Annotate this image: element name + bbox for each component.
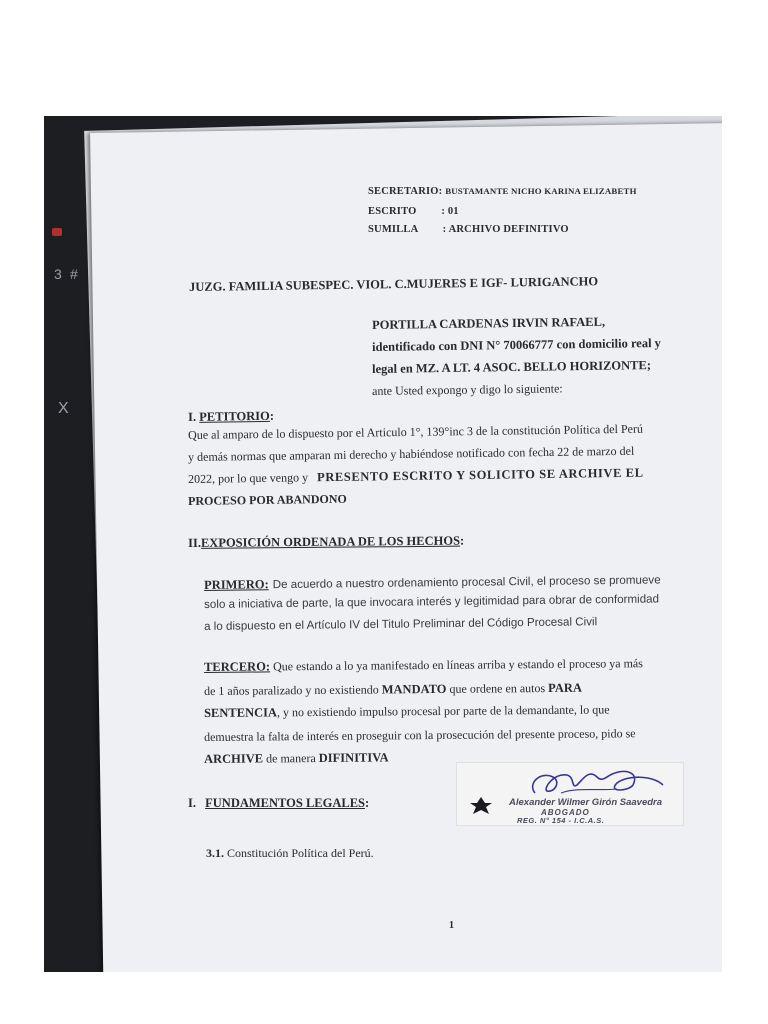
primero-line: solo a iniciativa de parte, la que invocara interés y legitimidad para obrar de conformidad: [204, 592, 660, 611]
fundamentos-heading: [188, 796, 369, 811]
petitorio-heading: [188, 409, 274, 425]
tercero-archive: ARCHIVE: [204, 751, 264, 766]
tercero-line: [204, 750, 389, 767]
background-glyph: 3: [54, 266, 62, 282]
tercero-para: PARA: [548, 680, 582, 695]
party-statement: ante Usted expongo y digo lo siguiente:: [372, 381, 563, 398]
tercero-difinitiva: DIFINITIVA: [318, 750, 389, 765]
sumilla-line: [368, 224, 569, 235]
background-mark: [52, 228, 62, 236]
exposicion-title: EXPOSICIÓN ORDENADA DE LOS HECHOS: [200, 533, 461, 550]
fundamentos-item-number: 3.1.: [206, 846, 224, 860]
tercero-text: Que estando a lo ya manifestado en líneas arriba y estando el proceso ya más: [272, 656, 643, 674]
escrito-value: : 01: [441, 206, 459, 217]
fundamentos-title: FUNDAMENTOS LEGALES: [205, 796, 365, 810]
primero-line: a lo dispuesto en el Artículo IV del Titulo Preliminar del Código Procesal Civil: [204, 615, 598, 633]
fundamentos-item-text: Constitución Política del Perú.: [227, 846, 374, 860]
petitorio-text: 2022, por lo que vengo y: [188, 470, 309, 486]
fundamentos-item: [206, 846, 374, 861]
tercero-text: , y no existiendo impulso procesal por parte de la demandante, lo que: [276, 702, 610, 720]
background-glyph: #: [70, 266, 78, 282]
lawyer-name: Alexander Wilmer Girón Saavedra: [509, 797, 663, 808]
petitorio-request-end: PROCESO POR ABANDONO: [188, 491, 347, 508]
fundamentos-number: I.: [188, 796, 196, 810]
lawyer-title: ABOGADO: [541, 808, 590, 817]
party-address: legal en MZ. A LT. 4 ASOC. BELLO HORIZONTE;: [372, 358, 652, 376]
petitorio-number: I.: [188, 409, 197, 424]
escrito-label: ESCRITO: [368, 206, 417, 217]
petitorio-colon: :: [269, 408, 275, 423]
court-name: JUZG. FAMILIA SUBESPEC. VIOL. C.MUJERES E IGF- LURIGANCHO: [189, 274, 599, 294]
tercero-line: demuestra la falta de interés en proseguir con la prosecución del presente proceso, pido se: [204, 726, 636, 744]
party-name: PORTILLA CARDENAS IRVIN RAFAEL,: [372, 314, 606, 332]
petitorio-line: y demás normas que amparan mi derecho y habiéndose notificado con fecha 22 de marzo del: [188, 443, 635, 464]
exposicion-colon: :: [459, 533, 465, 548]
secretario-value: BUSTAMANTE NICHO KARINA ELIZABETH: [445, 186, 637, 196]
lawyer-registration: REG. N° 154 - I.C.A.S.: [517, 816, 605, 825]
escrito-line: [368, 206, 459, 217]
party-id: identificado con DNI N° 70066777 con domicilio real y: [372, 335, 661, 354]
tercero-sentencia: SENTENCIA: [204, 705, 278, 720]
sumilla-value: : ARCHIVO DEFINITIVO: [442, 224, 569, 235]
petitorio-line: Que al amparo de lo dispuesto por el Articulo 1°, 139°inc 3 de la constitución Política del Perú: [188, 421, 643, 442]
tercero-text: de 1 años paralizado y no existiendo: [204, 682, 379, 698]
fundamentos-colon: :: [365, 796, 370, 810]
exposicion-heading: [188, 534, 464, 551]
tercero-text: que ordene en autos: [449, 681, 546, 696]
petitorio-title: PETITORIO: [199, 408, 270, 424]
secretario-line: [368, 186, 637, 197]
tercero-mandato: MANDATO: [381, 681, 447, 697]
primero-text: De acuerdo a nuestro ordenamiento procesal Civil, el proceso se promueve: [272, 573, 661, 592]
exposicion-number: II.: [188, 535, 201, 550]
secretario-label: SECRETARIO:: [368, 186, 443, 197]
tercero-text: de manera: [266, 751, 316, 766]
sumilla-label: SUMILLA: [368, 224, 418, 235]
lawyer-stamp: [456, 762, 684, 826]
background-glyph: X: [58, 400, 69, 417]
petitorio-request: PRESENTO ESCRITO Y SOLICITO SE ARCHIVE EL: [316, 465, 644, 485]
primero-label: PRIMERO:: [204, 577, 269, 592]
page-number: 1: [449, 920, 454, 931]
tercero-label: TERCERO:: [204, 659, 271, 674]
